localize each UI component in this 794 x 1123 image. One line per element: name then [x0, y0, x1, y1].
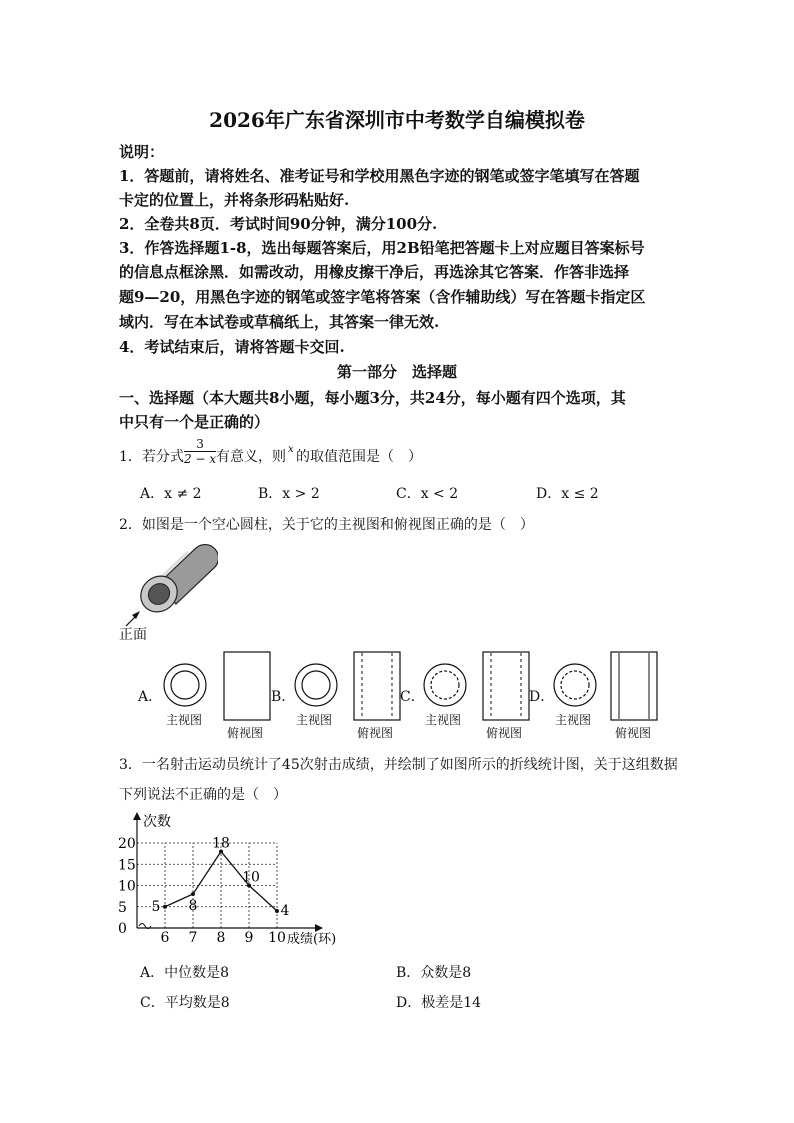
q1-frac-denominator: 2 − x — [184, 452, 217, 466]
data-label: 4 — [280, 903, 290, 919]
page-title: 2026年广东省深圳市中考数学自编模拟卷 — [209, 108, 585, 132]
q1-option-a[interactable]: A．x ≠ 2 — [140, 486, 202, 502]
q2-b-top-view — [353, 651, 403, 723]
q2-front-label: 正面 — [119, 627, 147, 643]
x-tick-label: 8 — [216, 930, 226, 946]
chart-grid — [137, 843, 277, 928]
notes-line: 卡定的位置上，并将条形码粘贴好. — [119, 191, 350, 209]
y-tick-label: 0 — [118, 921, 127, 937]
hollow-cylinder-figure — [118, 538, 218, 630]
q2-a-main-view — [160, 660, 210, 710]
shooting-line-chart — [115, 810, 355, 950]
main-view-caption: 主视图 — [425, 713, 462, 727]
q1-option-b[interactable]: B．x > 2 — [258, 486, 320, 502]
q2-stem: 2．如图是一个空心圆柱，关于它的主视图和俯视图正确的是（ ） — [119, 517, 534, 533]
notes-line: 题9—20，用黑色字迹的钢笔或签字笔将答案（含作辅助线）写在答题卡指定区 — [119, 288, 646, 306]
x-tick-label: 10 — [268, 930, 286, 946]
section-heading: 一、选择题（本大题共8小题，每小题3分，共24分，每小题有四个选项，其 — [119, 389, 626, 407]
y-tick-label: 15 — [118, 857, 136, 874]
q2-d-main-view — [550, 660, 600, 710]
q3-option-a[interactable]: A．中位数是8 — [140, 965, 230, 981]
x-tick-label: 9 — [244, 930, 254, 946]
q2-option-c[interactable]: C． — [400, 689, 425, 705]
q3-option-d[interactable]: D．极差是14 — [396, 995, 482, 1011]
q2-b-main-view — [291, 660, 341, 710]
q1-option-c[interactable]: C．x < 2 — [396, 486, 459, 502]
q3-stem: 3．一名射击运动员统计了45次射击成绩，并绘制了如图所示的折线统计图，关于这组数据 — [119, 757, 678, 773]
q3-option-b[interactable]: B．众数是8 — [396, 965, 472, 981]
q2-option-a[interactable]: A． — [138, 689, 163, 705]
main-view-caption: 主视图 — [296, 713, 333, 727]
data-label: 10 — [242, 869, 260, 886]
main-view-caption: 主视图 — [166, 713, 203, 727]
chart-points — [152, 836, 290, 920]
q2-option-d[interactable]: D． — [529, 689, 555, 705]
q1-option-d[interactable]: D．x ≤ 2 — [536, 486, 599, 502]
notes-line: 4．考试结束后，请将答题卡交回. — [119, 338, 345, 356]
section-heading-cont: 中只有一个是正确的） — [119, 413, 270, 431]
q2-option-b[interactable]: B． — [271, 689, 296, 705]
notes-line: 域内．写在本试卷或草稿纸上，其答案一律无效. — [119, 313, 440, 331]
top-view-caption: 俯视图 — [615, 726, 652, 740]
top-view-caption: 俯视图 — [486, 726, 523, 740]
x-axis-label: 成绩(环) — [287, 932, 337, 947]
y-axis-label: 次数 — [143, 814, 171, 830]
q2-a-top-view — [223, 651, 273, 723]
q3-option-c[interactable]: C．平均数是8 — [140, 995, 230, 1011]
q1-suffix-a: 有意义，则 — [216, 449, 286, 465]
notes-line: 3．作答选择题1-8，选出每题答案后，用2B铅笔把答题卡上对应题目答案标号 — [119, 239, 645, 257]
chart-axes — [133, 812, 323, 932]
notes-heading: 说明： — [119, 143, 165, 161]
q1-suffix-b: 的取值范围是（ ） — [296, 449, 422, 465]
data-point — [191, 892, 195, 896]
data-label: 18 — [212, 835, 230, 852]
q3-stem-cont: 下列说法不正确的是（ ） — [119, 787, 287, 803]
x-tick-label: 7 — [188, 930, 198, 946]
data-label: 8 — [188, 898, 198, 914]
q1-frac-numerator: 3 — [184, 437, 216, 452]
data-label: 5 — [151, 898, 161, 915]
q1-variable: x — [288, 444, 294, 455]
y-tick-label: 5 — [118, 899, 127, 916]
main-view-caption: 主视图 — [555, 713, 592, 727]
y-tick-label: 10 — [118, 878, 136, 895]
x-axis-arrow — [315, 924, 323, 932]
part-title: 第一部分 选择题 — [336, 363, 457, 381]
q2-d-top-view — [610, 651, 660, 723]
q1-fraction — [184, 437, 216, 466]
q2-c-main-view — [420, 660, 470, 710]
notes-line: 的信息点框涂黑．如需改动，用橡皮擦干净后，再选涂其它答案．作答非选择 — [119, 263, 630, 281]
notes-line: 2．全卷共8页．考试时间90分钟，满分100分. — [119, 215, 438, 233]
y-axis-arrow — [133, 812, 141, 820]
q1-prefix: 1．若分式 — [119, 449, 184, 465]
top-view-caption: 俯视图 — [227, 726, 264, 740]
notes-line: 1．答题前，请将姓名、准考证号和学校用黑色字迹的钢笔或签字笔填写在答题 — [119, 167, 640, 185]
q2-c-top-view — [482, 651, 532, 723]
data-point — [163, 905, 167, 909]
y-tick-label: 20 — [118, 836, 136, 852]
x-tick-label: 6 — [160, 930, 170, 946]
top-view-caption: 俯视图 — [357, 726, 394, 740]
chart-ticks — [118, 836, 286, 946]
data-point — [275, 909, 279, 913]
